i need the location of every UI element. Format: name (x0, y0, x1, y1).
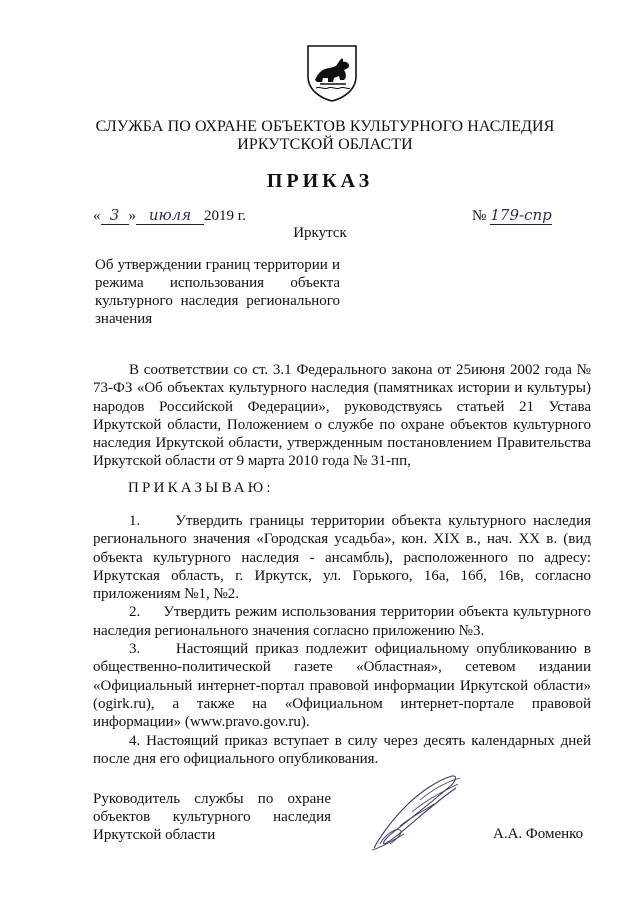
order-item-2: 2. Утвердить режим использования территории объекта культурного наследия регионального значения согласно приложению №3. (93, 604, 591, 639)
number-value: 179-спр (490, 206, 552, 224)
date-month: июля (136, 206, 204, 225)
order-item-1: 1. Утвердить границы территории объекта культурного наследия регионального значения «Городская усадьба», кон. XIX в., нач. XX в. (вид объекта культурного наследия - ансамбль), расположенного по адресу: Иркутская область, г. Иркутск, ул. Горького, 16а, 16б, 16в, согласно приложениям №1, №2. (93, 513, 591, 603)
date-year: 2019 г. (204, 208, 246, 224)
order-items (93, 512, 591, 768)
document-date (93, 206, 246, 225)
signer-name: А.А. Фоменко (493, 826, 584, 842)
preamble-text: В соответствии со ст. 3.1 Федерального закона от 25июня 2002 года № 73-ФЗ «Об объектах культурного наследия (памятниках истории и культуры) народов Российской Федерации», руководствуясь статьей 21 Устава Иркутской области, Положением о службе по охране объектов культурного наследия Иркутской области, утвержденным постановлением Правительства Иркутской области от 9 марта 2010 года № 31-пп, (93, 362, 591, 470)
order-item-3: 3. Настоящий приказ подлежит официальному опубликованию в общественно-политической газете «Областная», сетевом издании «Официальный интернет-портал правовой информации Иркутской области» (ogirk.ru), а также на «Официальном интернет-портале правовой информации» (www.pravo.gov.ru). (93, 641, 591, 731)
signer-position: Руководитель службы по охране объектов культурного наследия Иркутской области (93, 791, 331, 843)
date-close-quote: » (128, 208, 136, 224)
date-day: 3 (101, 206, 129, 225)
preamble-paragraph (93, 361, 591, 471)
document-number (472, 206, 552, 225)
organization-line-2: ИРКУТСКОЙ ОБЛАСТИ (237, 136, 413, 153)
coat-of-arms-emblem (306, 44, 358, 102)
document-city: Иркутск (293, 225, 347, 241)
document-subject: Об утверждении границ территории и режима использования объекта культурного наследия регионального значения (95, 257, 340, 327)
document-type-title: ПРИКАЗ (266, 170, 374, 192)
organization-header (90, 118, 560, 154)
order-item-4: 4. Настоящий приказ вступает в силу через десять календарных дней после дня его официального опубликования. (93, 732, 591, 767)
date-open-quote: « (93, 208, 101, 224)
handwritten-signature (360, 770, 470, 854)
number-prefix: № (472, 208, 487, 224)
order-heading: ПРИКАЗЫВАЮ: (128, 480, 274, 496)
organization-line-1: СЛУЖБА ПО ОХРАНЕ ОБЪЕКТОВ КУЛЬТУРНОГО НАСЛЕДИЯ (95, 118, 555, 135)
